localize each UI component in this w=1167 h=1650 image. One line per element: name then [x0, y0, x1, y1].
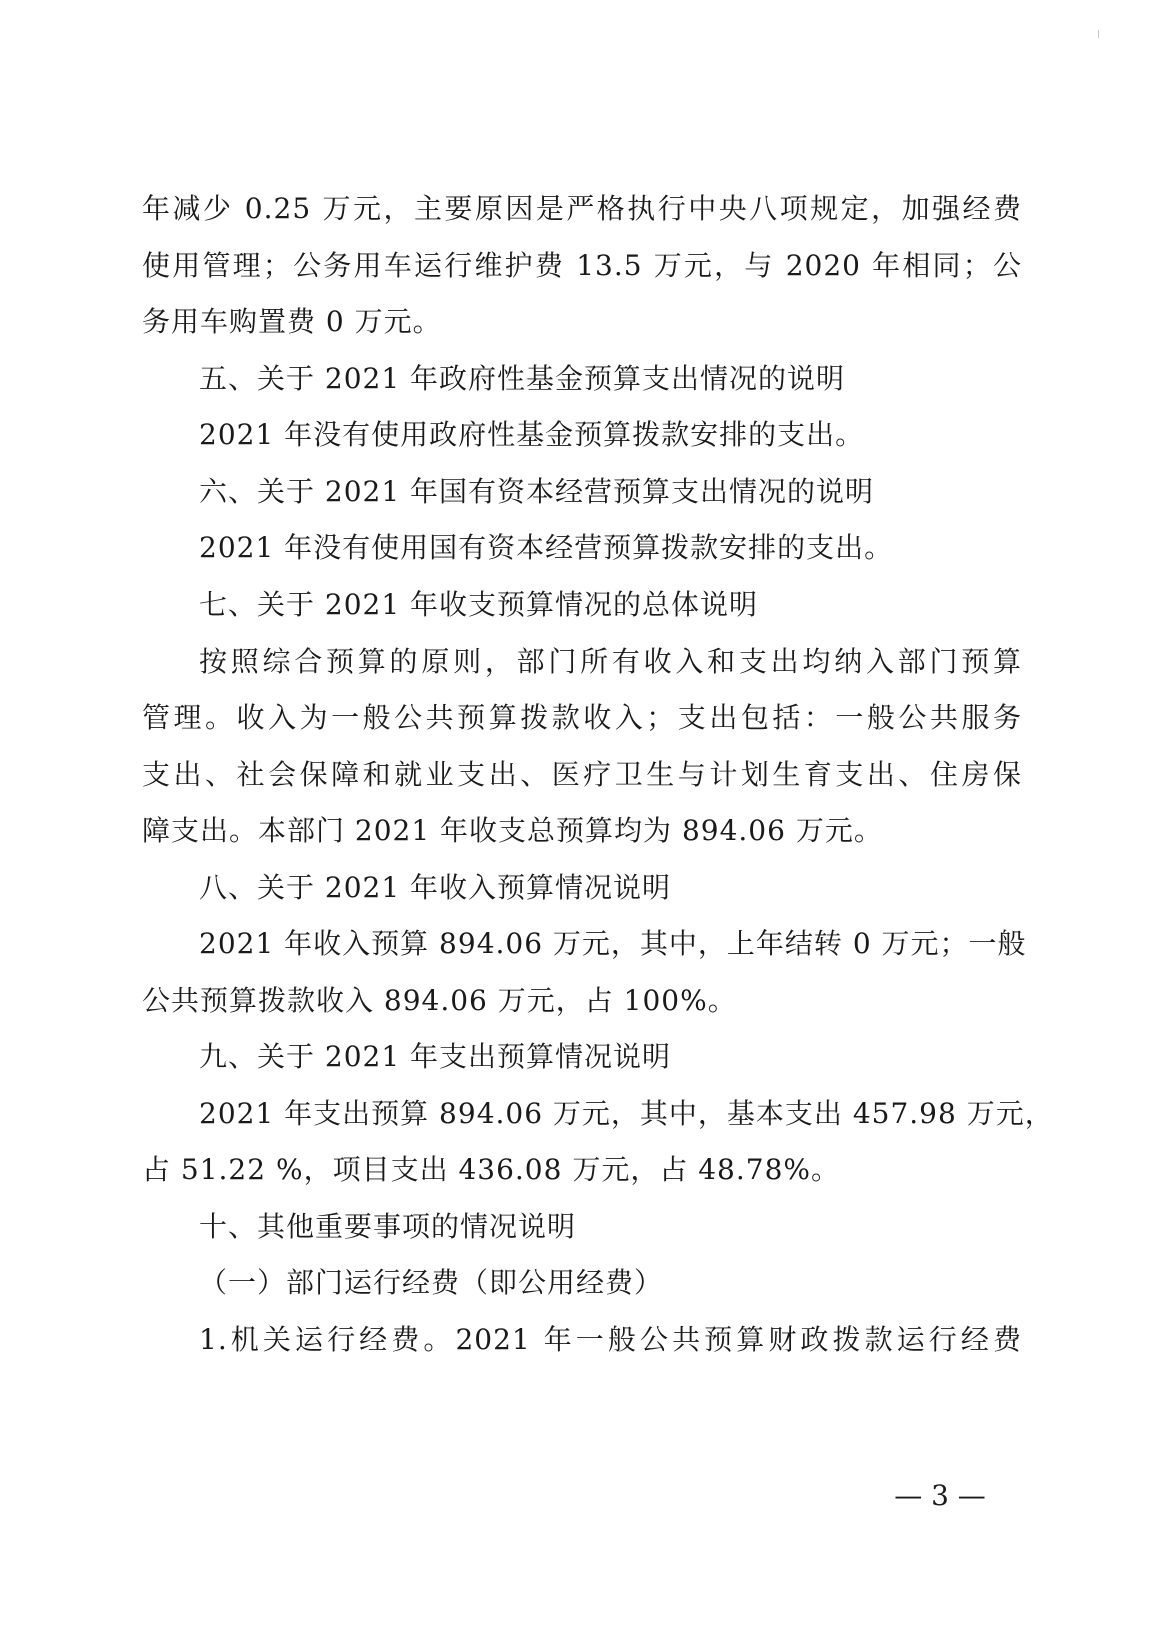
paragraph-line: 1.机关运行经费。2021 年一般公共预算财政拨款运行经费 [199, 1323, 1022, 1356]
section-heading-5: 五、关于 2021 年政府性基金预算支出情况的说明 [199, 362, 846, 395]
paragraph-line: 2021 年收入预算 894.06 万元，其中，上年结转 0 万元；一般 [199, 927, 1027, 960]
page-number: — 3 — [894, 1479, 986, 1512]
paragraph-line: 使用管理；公务用车运行维护费 13.5 万元，与 2020 年相同；公 [142, 249, 1022, 282]
paragraph-line: 2021 年没有使用政府性基金预算拨款安排的支出。 [199, 418, 865, 451]
paragraph-line: 务用车购置费 0 万元。 [142, 305, 442, 338]
subsection-heading: （一）部门运行经费（即公用经费） [199, 1266, 664, 1299]
paragraph-line: 管理。收入为一般公共预算拨款收入；支出包括：一般公共服务 [142, 701, 1022, 734]
paragraph-line: 障支出。本部门 2021 年收支总预算均为 894.06 万元。 [142, 814, 883, 847]
section-heading-8: 八、关于 2021 年收入预算情况说明 [199, 871, 672, 904]
paragraph-line: 占 51.22 %，项目支出 436.08 万元，占 48.78%。 [142, 1153, 841, 1186]
scan-mark [1098, 30, 1103, 38]
paragraph-line: 按照综合预算的原则，部门所有收入和支出均纳入部门预算 [199, 645, 1022, 678]
paragraph-line: 2021 年没有使用国有资本经营预算拨款安排的支出。 [199, 531, 894, 564]
section-heading-10: 十、其他重要事项的情况说明 [199, 1210, 577, 1243]
section-heading-7: 七、关于 2021 年收支预算情况的总体说明 [199, 588, 759, 621]
paragraph-line: 2021 年支出预算 894.06 万元，其中，基本支出 457.98 万元， [199, 1097, 1054, 1130]
paragraph-line: 支出、社会保障和就业支出、医疗卫生与计划生育支出、住房保 [142, 758, 1022, 791]
paragraph-line: 年减少 0.25 万元，主要原因是严格执行中央八项规定，加强经费 [142, 192, 1022, 225]
section-heading-9: 九、关于 2021 年支出预算情况说明 [199, 1040, 672, 1073]
paragraph-line: 公共预算拨款收入 894.06 万元，占 100%。 [142, 984, 737, 1017]
section-heading-6: 六、关于 2021 年国有资本经营预算支出情况的说明 [199, 475, 875, 508]
